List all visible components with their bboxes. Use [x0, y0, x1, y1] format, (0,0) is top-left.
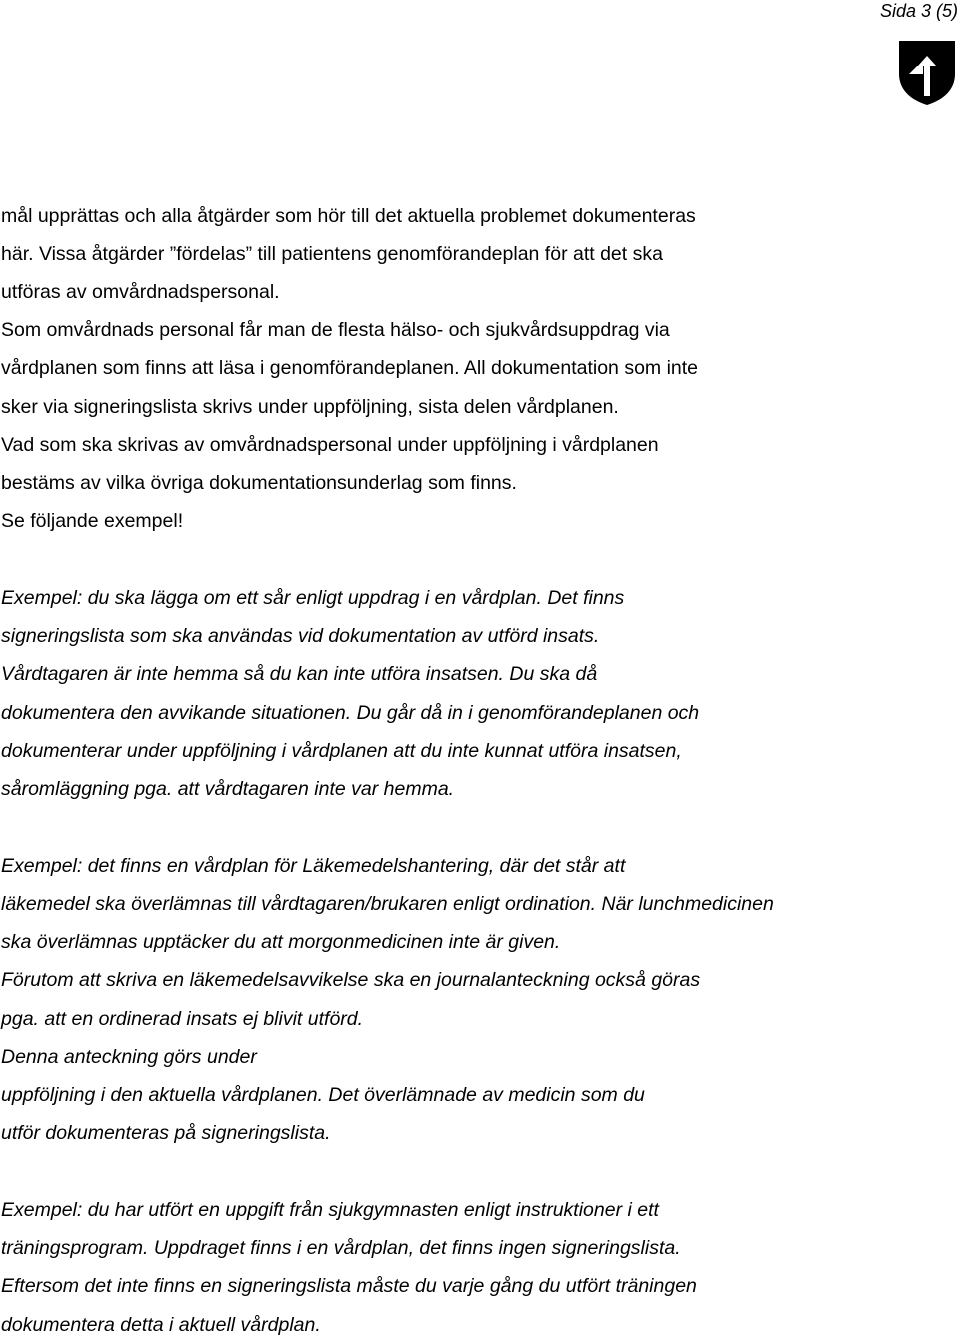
- body-line: utföras av omvårdnadspersonal.: [1, 281, 280, 303]
- body-line: Som omvårdnads personal får man de flesta hälso- och sjukvårdsuppdrag via: [1, 319, 670, 341]
- example-line: pga. att en ordinerad insats ej blivit utförd.: [1, 1008, 364, 1030]
- example-line: Exempel: du har utfört en uppgift från sjukgymnasten enligt instruktioner i ett: [1, 1199, 659, 1221]
- example-line: utför dokumenteras på signeringslista.: [1, 1122, 331, 1144]
- example-line: läkemedel ska överlämnas till vårdtagaren/brukaren enligt ordination. När lunchmedicinen: [1, 893, 774, 915]
- example-line: Förutom att skriva en läkemedelsavvikelse ska en journalanteckning också göras: [1, 969, 701, 991]
- example-line: signeringslista som ska användas vid dokumentation av utförd insats.: [1, 625, 600, 647]
- example-line: Denna anteckning görs under: [1, 1046, 257, 1068]
- example-line: Vårdtagaren är inte hemma så du kan inte utföra insatsen. Du ska då: [1, 663, 598, 685]
- body-line: vårdplanen som finns att läsa i genomförandeplanen. All dokumentation som inte: [1, 357, 699, 379]
- body-line: här. Vissa åtgärder ”fördelas” till patientens genomförandeplan för att det ska: [1, 243, 663, 265]
- page-number: Sida 3 (5): [879, 1, 958, 21]
- example-line: Exempel: det finns en vårdplan för Läkemedelshantering, där det står att: [1, 855, 626, 877]
- body-line: Vad som ska skrivas av omvårdnadspersonal under uppföljning i vårdplanen: [1, 434, 659, 456]
- example-line: dokumentera detta i aktuell vårdplan.: [1, 1314, 321, 1336]
- body-line: mål upprättas och alla åtgärder som hör till det aktuella problemet dokumenteras: [1, 205, 696, 227]
- example-line: såromläggning pga. att vårdtagaren inte var hemma.: [1, 778, 455, 800]
- example-line: Eftersom det inte finns en signeringslista måste du varje gång du utfört träningen: [1, 1275, 697, 1297]
- body-line: Se följande exempel!: [1, 510, 184, 532]
- example-line: dokumenterar under uppföljning i vårdplanen att du inte kunnat utföra insatsen,: [1, 740, 682, 762]
- body-line: bestäms av vilka övriga dokumentationsunderlag som finns.: [1, 472, 517, 494]
- example-line: uppföljning i den aktuella vårdplanen. Det överlämnade av medicin som du: [1, 1084, 645, 1106]
- example-line: träningsprogram. Uppdraget finns i en vårdplan, det finns ingen signeringslista.: [1, 1237, 681, 1259]
- example-line: ska överlämnas upptäcker du att morgonmedicinen inte är given.: [1, 931, 561, 953]
- example-line: dokumentera den avvikande situationen. Du går då in i genomförandeplanen och: [1, 702, 700, 724]
- body-line: sker via signeringslista skrivs under uppföljning, sista delen vårdplanen.: [1, 396, 619, 418]
- example-line: Exempel: du ska lägga om ett sår enligt uppdrag i en vårdplan. Det finns: [1, 587, 625, 609]
- coat-of-arms-icon: [898, 40, 956, 106]
